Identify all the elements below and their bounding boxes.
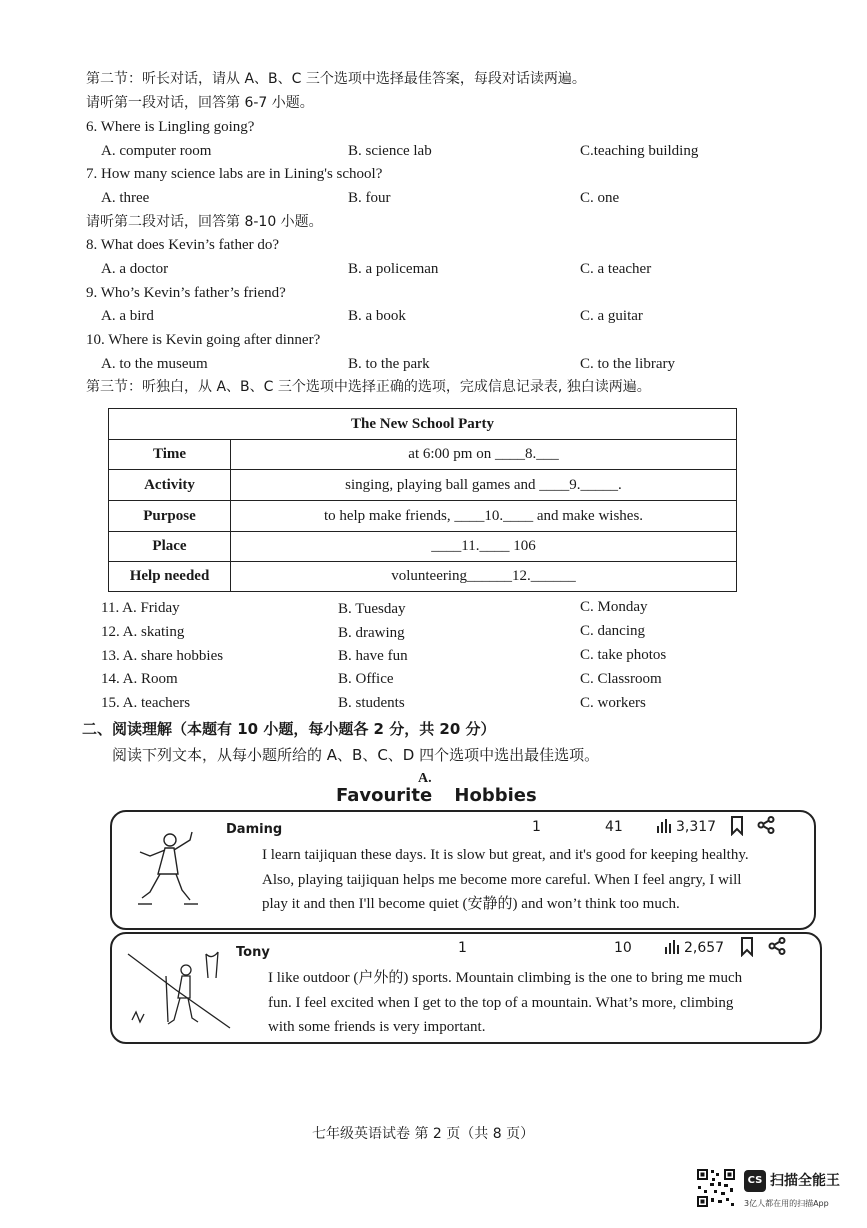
row-label-place: Place <box>109 532 231 562</box>
dialog1-instruction: 请听第一段对话，回答第 6-7 小题。 <box>86 95 314 111</box>
question-8: 8. What does Kevin’s father do? <box>86 237 280 253</box>
stat-count-2: 41 <box>605 819 623 835</box>
question-9: 9. Who’s Kevin’s father’s friend? <box>86 285 286 301</box>
post-card-tony <box>110 932 822 1044</box>
q6-option-b: B. science lab <box>348 143 432 159</box>
bookmark-icon[interactable] <box>740 937 754 962</box>
stat-count-2: 10 <box>614 940 632 956</box>
q11-option-c: C. Monday <box>580 599 648 615</box>
q15-option-c: C. workers <box>580 695 646 711</box>
q6-option-a: A. computer room <box>101 143 212 159</box>
q10-option-c: C. to the library <box>580 356 675 372</box>
q14-option-c: C. Classroom <box>580 671 662 687</box>
scanner-brand: 扫描全能王 <box>770 1173 840 1189</box>
q6-option-c: C.teaching building <box>580 143 699 159</box>
q10-option-a: A. to the museum <box>101 356 208 372</box>
passage-label: A. <box>418 771 432 786</box>
bar-chart-icon <box>656 818 672 839</box>
q11-option-a: 11. A. Friday <box>101 600 180 616</box>
post-line: Also, playing taijiquan helps me become more careful. When I feel angry, I will <box>262 871 742 888</box>
row-label-time: Time <box>109 440 231 470</box>
section3-heading: 第三节：听独白，从 A、B、C 三个选项中选择正确的选项，完成信息记录表, 独白读两遍。 <box>86 379 651 395</box>
q13-option-a: 13. A. share hobbies <box>101 648 224 664</box>
q12-option-a: 12. A. skating <box>101 624 185 640</box>
q15-option-b: B. students <box>338 695 405 711</box>
stat-count-1: 1 <box>532 819 541 835</box>
reading-heading: 二、阅读理解（本题有 10 小题，每小题各 2 分，共 20 分） <box>82 720 496 738</box>
q11-option-b: B. Tuesday <box>338 601 406 617</box>
view-count: 3,317 <box>676 819 717 835</box>
row-value-activity: singing, playing ball games and ____9._____. <box>231 470 737 501</box>
row-value-place: ____11.____ 106 <box>231 532 737 562</box>
q14-option-b: B. Office <box>338 671 394 687</box>
q12-option-c: C. dancing <box>580 623 645 639</box>
question-10: 10. Where is Kevin going after dinner? <box>86 332 321 348</box>
q7-option-a: A. three <box>101 190 150 206</box>
post-line: fun. I feel excited when I get to the top of a mountain. What’s more, climbing <box>268 994 734 1011</box>
mountain-climbing-illustration <box>126 948 234 1032</box>
post-line: I learn taijiquan these days. It is slow but great, and it's good for keeping healthy. <box>262 847 749 863</box>
q7-option-b: B. four <box>348 190 391 206</box>
author-name: Tony <box>236 945 270 960</box>
bar-chart-icon <box>664 939 680 960</box>
post-line: I like outdoor (户外的) sports. Mountain climbing is the one to bring me much <box>268 970 743 986</box>
q15-option-a: 15. A. teachers <box>101 695 191 711</box>
view-count: 2,657 <box>684 940 725 956</box>
row-value-help: volunteering______12.______ <box>231 562 737 592</box>
row-value-time: at 6:00 pm on ____8.___ <box>231 440 737 470</box>
share-icon[interactable] <box>768 937 786 960</box>
section2-heading: 第二节：听长对话，请从 A、B、C 三个选项中选择最佳答案，每段对话读两遍。 <box>86 71 586 87</box>
post-text <box>268 966 808 1040</box>
q14-option-a: 14. A. Room <box>101 671 178 687</box>
q7-option-c: C. one <box>580 190 620 206</box>
bookmark-icon[interactable] <box>730 816 744 841</box>
post-card-daming <box>110 810 816 930</box>
passage-title: Favourite Hobbies <box>336 785 537 806</box>
q13-option-b: B. have fun <box>338 648 408 664</box>
row-value-purpose: to help make friends, ____10.____ and make wishes. <box>231 501 737 532</box>
scanner-tagline: 3亿人都在用的扫描App <box>744 1199 829 1208</box>
table-title: The New School Party <box>109 409 737 440</box>
share-icon[interactable] <box>757 816 775 839</box>
post-text <box>262 843 802 917</box>
page-footer: 七年级英语试卷 第 2 页（共 8 页） <box>312 1126 535 1142</box>
camscanner-logo: CS <box>744 1170 766 1192</box>
q13-option-c: C. take photos <box>580 647 667 663</box>
post-line: play it and then I'll become quiet (安静的) and won’t think too much. <box>262 896 680 912</box>
row-label-help: Help needed <box>109 562 231 592</box>
row-label-purpose: Purpose <box>109 501 231 532</box>
q10-option-b: B. to the park <box>348 356 430 372</box>
stat-count-1: 1 <box>458 940 467 956</box>
question-7: 7. How many science labs are in Lining's school? <box>86 166 383 182</box>
q8-option-c: C. a teacher <box>580 261 652 277</box>
reading-instruction: 阅读下列文本，从每小题所给的 A、B、C、D 四个选项中选出最佳选项。 <box>112 746 600 764</box>
q12-option-b: B. drawing <box>338 625 405 641</box>
q9-option-a: A. a bird <box>101 308 154 324</box>
taijiquan-illustration <box>132 826 202 908</box>
qr-code-icon <box>696 1168 736 1208</box>
author-name: Daming <box>226 822 283 837</box>
question-6: 6. Where is Lingling going? <box>86 119 255 135</box>
dialog2-instruction: 请听第二段对话，回答第 8-10 小题。 <box>86 214 323 230</box>
q9-option-b: B. a book <box>348 308 406 324</box>
q8-option-a: A. a doctor <box>101 261 169 277</box>
record-table <box>108 408 737 592</box>
q9-option-c: C. a guitar <box>580 308 643 324</box>
q8-option-b: B. a policeman <box>348 261 439 277</box>
post-line: with some friends is very important. <box>268 1019 486 1035</box>
row-label-activity: Activity <box>109 470 231 501</box>
